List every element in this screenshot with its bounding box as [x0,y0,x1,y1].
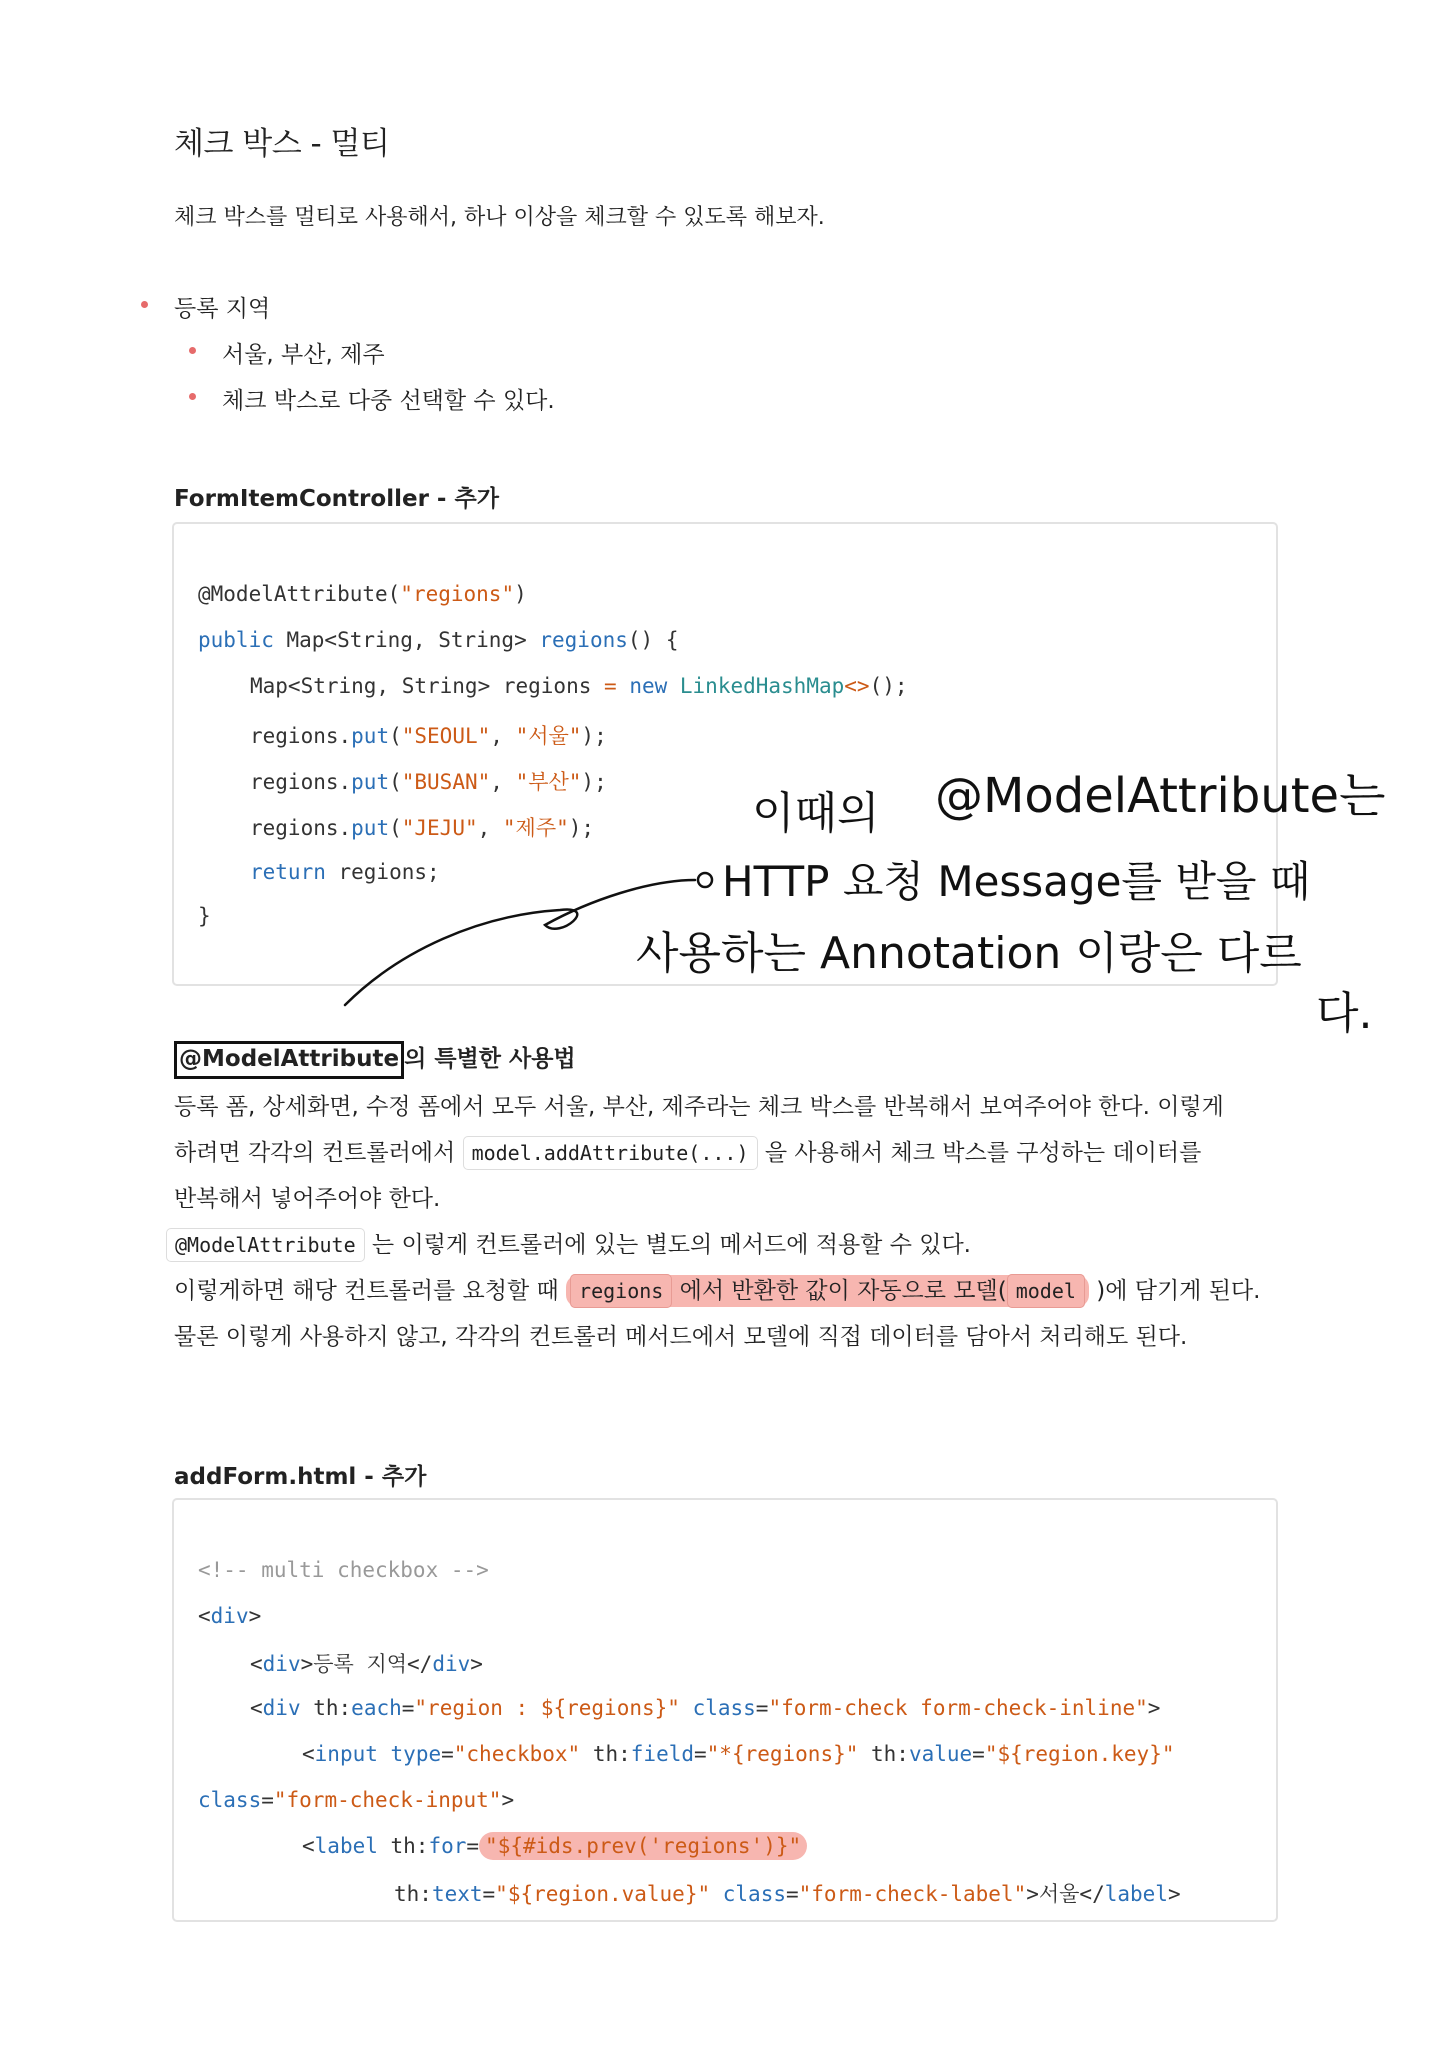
highlighted-text: regions 에서 반환한 값이 자동으로 모델( model [566,1275,1089,1307]
inline-code: model.addAttribute(...) [463,1136,758,1170]
list-item-text: 서울, 부산, 제주 [222,342,385,368]
bullet-dot-icon [189,393,196,400]
code-line: @ModelAttribute("regions") [198,582,527,606]
list-item-text: 등록 지역 [174,296,271,322]
boxed-annotation-term: @ModelAttribute [174,1041,404,1079]
code-line: Map<String, String> regions = new LinkedHashMap<>(); [250,674,908,698]
code-line: regions.put("JEJU", "제주"); [250,816,595,840]
code-line: <!-- multi checkbox --> [198,1558,489,1582]
inline-code: regions [570,1274,672,1308]
list-item-text: 체크 박스로 다중 선택할 수 있다. [222,388,555,414]
inline-code: @ModelAttribute [166,1228,365,1262]
list-item [222,382,555,415]
paragraph-line: 하려면 각각의 컨트롤러에서 model.addAttribute(...) 을 사용해서 체크 박스를 구성하는 데이터를 [174,1134,1201,1167]
section-heading-controller: FormItemController - 추가 [174,486,499,512]
paragraph-line: 반복해서 넣어주어야 한다. [174,1186,441,1212]
handwritten-text: HTTP 요청 Message를 받을 때 [722,857,1311,906]
code-line: th:text="${region.value}" class="form-check-label">서울</label> [394,1882,1181,1906]
page-title: 체크 박스 - 멀티 [174,126,390,162]
handwritten-text: 다. [1316,988,1373,1039]
inline-code: model [1007,1274,1085,1308]
code-line: <div th:each="region : ${regions}" class="form-check form-check-inline"> [250,1696,1161,1720]
code-line: <div> [198,1604,262,1628]
code-line: regions.put("BUSAN", "부산"); [250,770,607,794]
list-item [222,336,385,369]
code-line: <input type="checkbox" th:field="*{regions}" th:value="${region.key}" [302,1742,1175,1766]
bullet-dot-icon [141,301,148,308]
section-heading-addform: addForm.html - 추가 [174,1464,427,1490]
handwritten-text: @ModelAttribute는 [935,768,1386,824]
code-block-addform [172,1498,1278,1922]
list-item [174,290,270,323]
code-line: } [198,904,211,928]
intro-text: 체크 박스를 멀티로 사용해서, 하나 이상을 체크할 수 있도록 해보자. [174,205,825,230]
paragraph-line: 물론 이렇게 사용하지 않고, 각각의 컨트롤러 메서드에서 모델에 직접 데이터를 담아서 처리해도 된다. [174,1324,1188,1350]
code-block-controller [172,522,1278,986]
code-line: return regions; [250,860,440,884]
paragraph-line: 이렇게하면 해당 컨트롤러를 요청할 때 regions 에서 반환한 값이 자동으로 모델( model )에 담기게 된다. [174,1272,1260,1305]
paragraph-line: 등록 폼, 상세화면, 수정 폼에서 모두 서울, 부산, 제주라는 체크 박스를 반복해서 보여주어야 한다. 이렇게 [174,1094,1224,1120]
code-line: <div>등록 지역</div> [250,1652,483,1676]
code-line: regions.put("SEOUL", "서울"); [250,724,607,748]
special-usage-heading: @ModelAttribute 의 특별한 사용법 [174,1040,576,1073]
paragraph-line: @ModelAttribute 는 이렇게 컨트롤러에 있는 별도의 메서드에 적용할 수 있다. [166,1226,971,1259]
highlighted-code: "${#ids.prev('regions')}" [479,1832,807,1860]
code-line: class="form-check-input"> [198,1788,515,1812]
bullet-dot-icon [189,347,196,354]
handwritten-text: 이때의 [752,788,880,839]
handwritten-text: 사용하는 Annotation 이랑은 다르 [636,928,1302,979]
code-line: public Map<String, String> regions() { [198,628,679,652]
code-line: <label th:for= "${#ids.prev('regions')}" [302,1834,807,1858]
